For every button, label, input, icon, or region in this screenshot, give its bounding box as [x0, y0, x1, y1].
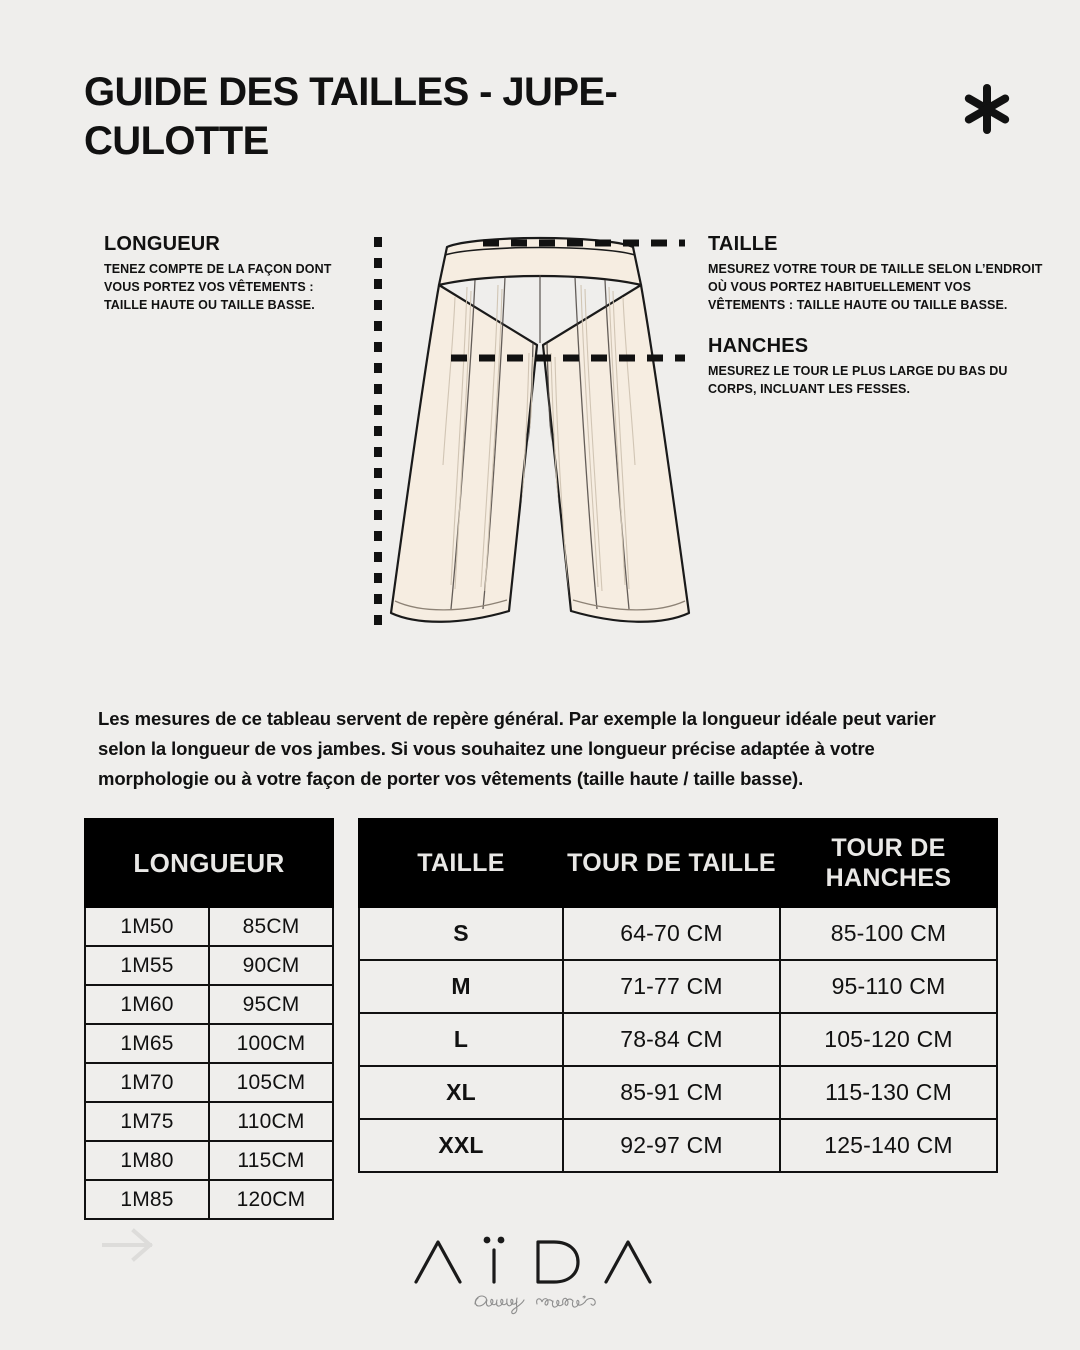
page-header: [84, 68, 1020, 166]
length-cell-value: 90CM: [209, 946, 333, 985]
jupe-culotte-illustration: [355, 225, 725, 645]
size-cell: L: [359, 1013, 563, 1066]
waist-cell: 92-97 CM: [563, 1119, 780, 1172]
length-cell-height: 1M65: [85, 1024, 209, 1063]
diaeresis-dot-left: [484, 1237, 491, 1244]
brand-tagline-script: [465, 1288, 615, 1318]
asterisk-icon: [954, 76, 1020, 142]
table-row: [359, 1119, 997, 1172]
annotation-longueur: [104, 233, 332, 314]
size-cell: XXL: [359, 1119, 563, 1172]
waist-cell: 71-77 CM: [563, 960, 780, 1013]
size-table: [358, 818, 998, 1173]
length-cell-value: 115CM: [209, 1141, 333, 1180]
size-table-head: [359, 819, 997, 907]
table-row: [359, 1013, 997, 1066]
length-cell-value: 105CM: [209, 1063, 333, 1102]
waist-cell: 78-84 CM: [563, 1013, 780, 1066]
annotation-taille: [708, 233, 1048, 314]
length-cell-value: 95CM: [209, 985, 333, 1024]
annotation-hanches-body: MESUREZ LE TOUR LE PLUS LARGE DU BAS DU CORPS, INCLUANT LES FESSES.: [708, 364, 1008, 396]
length-cell-height: 1M75: [85, 1102, 209, 1141]
length-cell-height: 1M80: [85, 1141, 209, 1180]
length-cell-value: 100CM: [209, 1024, 333, 1063]
size-table-col-hip: TOUR DE HANCHES: [780, 819, 997, 907]
table-row: [359, 960, 997, 1013]
length-table-header-cell: LONGUEUR: [85, 819, 333, 907]
length-cell-value: 120CM: [209, 1180, 333, 1219]
annotation-taille-title: TAILLE: [708, 233, 778, 255]
waist-cell: 64-70 CM: [563, 907, 780, 960]
table-row: [85, 1063, 333, 1102]
length-cell-value: 110CM: [209, 1102, 333, 1141]
length-cell-height: 1M70: [85, 1063, 209, 1102]
length-table: [84, 818, 334, 1220]
length-cell-height: 1M85: [85, 1180, 209, 1219]
annotation-longueur-body: TENEZ COMPTE DE LA FAÇON DONT VOUS PORTEZ VOS VÊTEMENTS : TAILLE HAUTE OU TAILLE BASSE.: [104, 262, 332, 312]
size-table-body: [359, 907, 997, 1172]
length-table-head: [85, 819, 333, 907]
table-row: [359, 1066, 997, 1119]
hip-cell: 125-140 CM: [780, 1119, 997, 1172]
brand-footer: [0, 1232, 1080, 1318]
intro-paragraph: Les mesures de ce tableau servent de repère général. Par exemple la longueur idéale peut varier selon la longueur de vos jambes. Si vous souhaitez une longueur précise adaptée à votre morphologie ou à votre façon de porter vos vêtements (taille haute / taille basse).: [98, 708, 936, 789]
length-table-header-row: [85, 819, 333, 907]
waist-cell: 85-91 CM: [563, 1066, 780, 1119]
length-cell-height: 1M50: [85, 907, 209, 946]
length-cell-value: 85CM: [209, 907, 333, 946]
table-row: [85, 1024, 333, 1063]
hip-cell: 105-120 CM: [780, 1013, 997, 1066]
table-row: [85, 1102, 333, 1141]
table-row: [85, 907, 333, 946]
size-table-header-row: [359, 819, 997, 907]
size-cell: XL: [359, 1066, 563, 1119]
size-cell: S: [359, 907, 563, 960]
page-title: GUIDE DES TAILLES - JUPE-CULOTTE: [84, 70, 618, 163]
size-table-col-waist: TOUR DE TAILLE: [563, 819, 780, 907]
annotation-taille-body: MESUREZ VOTRE TOUR DE TAILLE SELON L’ENDROIT OÙ VOUS PORTEZ HABITUELLEMENT VOS VÊTEMENTS : TAILLE HAUTE OU TAILLE BASSE.: [708, 262, 1043, 312]
annotation-hanches-title: HANCHES: [708, 335, 809, 357]
brand-logo-aida: [410, 1232, 670, 1290]
table-row: [85, 985, 333, 1024]
illustration-section: [0, 225, 1080, 655]
hip-cell: 95-110 CM: [780, 960, 997, 1013]
hip-cell: 115-130 CM: [780, 1066, 997, 1119]
length-cell-height: 1M60: [85, 985, 209, 1024]
table-row: [85, 1180, 333, 1219]
table-row: [359, 907, 997, 960]
tables-section: [84, 818, 998, 1220]
hip-cell: 85-100 CM: [780, 907, 997, 960]
table-row: [85, 946, 333, 985]
annotation-longueur-title: LONGUEUR: [104, 233, 221, 255]
size-table-col-size: TAILLE: [359, 819, 563, 907]
length-table-body: [85, 907, 333, 1219]
annotation-hanches: [708, 335, 1038, 399]
diaeresis-dot-right: [498, 1237, 505, 1244]
size-cell: M: [359, 960, 563, 1013]
length-cell-height: 1M55: [85, 946, 209, 985]
table-row: [85, 1141, 333, 1180]
